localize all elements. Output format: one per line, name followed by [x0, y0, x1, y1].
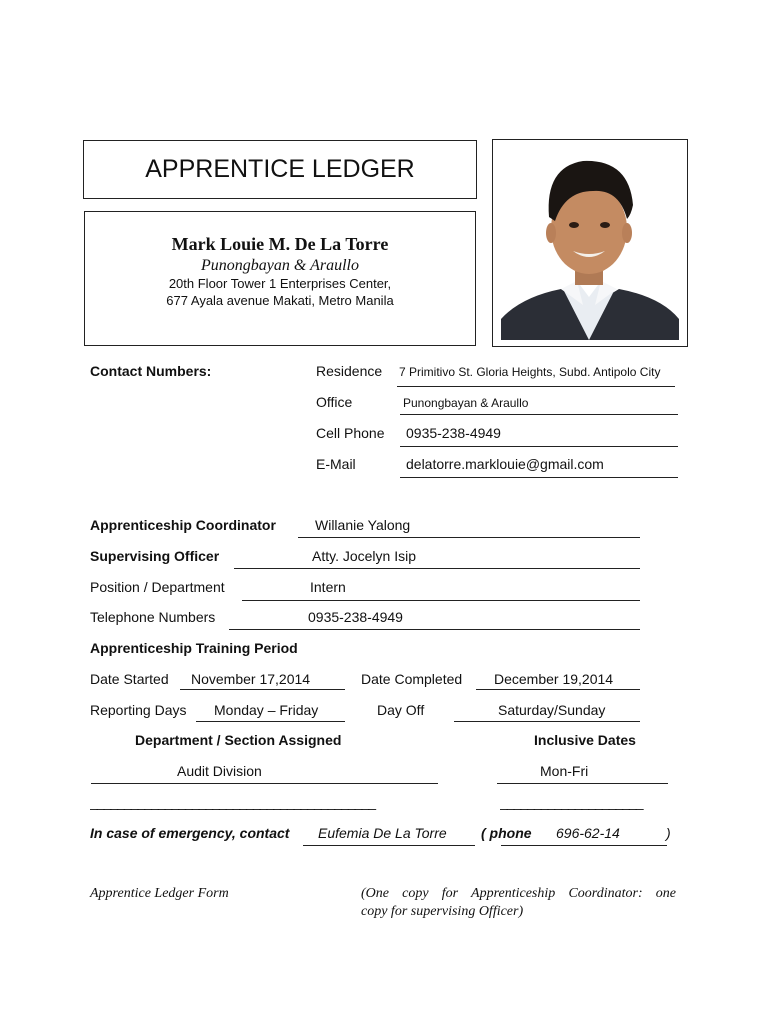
office-value: Punongbayan & Araullo	[403, 396, 529, 410]
page-title: APPRENTICE LEDGER	[145, 155, 415, 183]
position-label: Position / Department	[90, 579, 225, 595]
residence-underline	[397, 386, 675, 387]
day-off-value: Saturday/Sunday	[498, 702, 606, 718]
title-box	[83, 140, 477, 199]
emergency-phone-value: 696-62-14	[556, 825, 620, 841]
office-underline	[400, 414, 678, 415]
date-completed-value: December 19,2014	[494, 671, 614, 687]
email-value: delatorre.marklouie@gmail.com	[406, 456, 604, 472]
position-underline	[242, 600, 640, 601]
cell-phone-label: Cell Phone	[316, 425, 385, 441]
residence-value: 7 Primitivo St. Gloria Heights, Subd. Antipolo City	[399, 365, 661, 379]
cell-phone-underline	[400, 446, 678, 447]
portrait-photo	[501, 147, 679, 340]
photo-frame	[492, 139, 688, 347]
contact-numbers-label: Contact Numbers:	[90, 363, 212, 379]
department-label: Department / Section Assigned	[135, 732, 342, 748]
emergency-contact-underline	[303, 845, 475, 846]
date-started-underline	[180, 689, 345, 690]
residence-label: Residence	[316, 363, 383, 379]
inclusive-dates-value: Mon-Fri	[540, 763, 589, 779]
day-off-label: Day Off	[377, 702, 425, 718]
date-started-label: Date Started	[90, 671, 169, 687]
email-underline	[400, 477, 678, 478]
address-line-2: 677 Ayala avenue Makati, Metro Manila	[166, 293, 394, 308]
coordinator-value: Willanie Yalong	[315, 517, 411, 533]
reporting-days-label: Reporting Days	[90, 702, 187, 718]
identity-box	[84, 211, 476, 346]
supervisor-underline	[234, 568, 640, 569]
email-label: E-Mail	[316, 456, 356, 472]
person-name: Mark Louie M. De La Torre	[171, 234, 389, 254]
cell-phone-value: 0935-238-4949	[406, 425, 501, 441]
training-period-label: Apprenticeship Training Period	[90, 640, 298, 656]
department-underline	[91, 783, 438, 784]
telephone-underline	[229, 629, 640, 630]
emergency-label: In case of emergency, contact	[90, 825, 290, 841]
reporting-days-value: Monday – Friday	[214, 702, 319, 718]
office-label: Office	[316, 394, 353, 410]
department-value: Audit Division	[177, 763, 262, 779]
date-completed-label: Date Completed	[361, 671, 463, 687]
phone-label: ( phone	[481, 825, 532, 841]
supervisor-label: Supervising Officer	[90, 548, 220, 564]
day-off-underline	[454, 721, 640, 722]
supervisor-value: Atty. Jocelyn Isip	[312, 548, 417, 564]
inclusive-dates-label: Inclusive Dates	[534, 732, 636, 748]
address-line-1: 20th Floor Tower 1 Enterprises Center,	[168, 276, 392, 291]
telephone-label: Telephone Numbers	[90, 609, 216, 625]
position-value: Intern	[310, 579, 346, 595]
copy-note-line-2: copy for supervising Officer)	[361, 904, 524, 919]
date-completed-underline	[476, 689, 640, 690]
blank-department-line: __________________________________________	[90, 794, 376, 810]
coordinator-label: Apprenticeship Coordinator	[90, 517, 276, 533]
date-started-value: November 17,2014	[191, 671, 311, 687]
company-name: Punongbayan & Araullo	[201, 257, 359, 274]
coordinator-underline	[298, 537, 640, 538]
reporting-days-underline	[196, 721, 345, 722]
blank-dates-line: _____________________	[500, 794, 643, 810]
phone-close-paren: )	[666, 825, 671, 841]
inclusive-dates-underline	[497, 783, 668, 784]
emergency-phone-underline	[501, 845, 667, 846]
copy-note-line-1: (One copy for Apprenticeship Coordinator: one	[361, 886, 676, 901]
telephone-value: 0935-238-4949	[308, 609, 403, 625]
emergency-contact-value: Eufemia De La Torre	[318, 825, 447, 841]
form-name: Apprentice Ledger Form	[90, 886, 229, 901]
